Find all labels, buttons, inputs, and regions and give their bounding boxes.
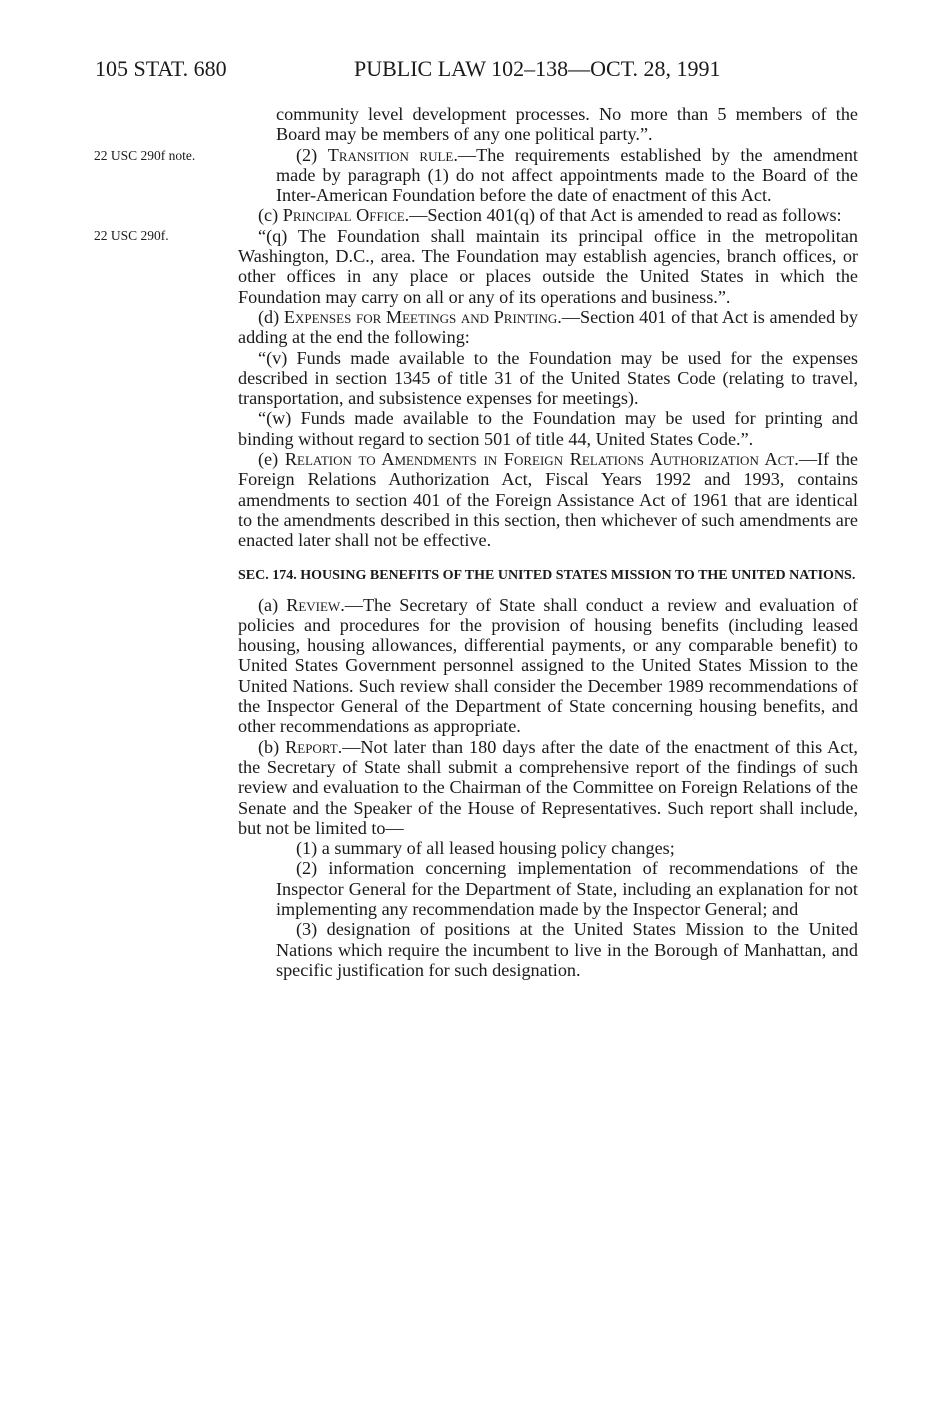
paragraph-transition-rule — [238, 145, 858, 206]
margin-note-usc: 22 USC 290f. — [94, 228, 169, 243]
page-title: PUBLIC LAW 102–138—OCT. 28, 1991 — [354, 56, 721, 81]
paragraph-relation — [238, 449, 858, 550]
list-item: (3) designation of positions at the United States Mission to the United Nations which require the incumbent to live in the Borough of Manhattan, and specific justification for such designation. — [276, 919, 858, 980]
paragraph-label: (c) — [258, 205, 283, 226]
page-reference: 105 STAT. 680 — [95, 56, 227, 81]
paragraph-text: “(v) Funds made available to the Foundation may be used for the expenses described in section 1345 of title 31 of the United States Code (relating to travel, transportation, and subsistence expenses for meetings). — [238, 347, 858, 409]
paragraph-label: (a) — [258, 594, 287, 615]
section-heading: SEC. 174. HOUSING BENEFITS OF THE UNITED STATES MISSION TO THE UNITED NATIONS. — [238, 567, 856, 583]
report-items-list — [238, 838, 858, 980]
paragraph-principal-office — [238, 205, 858, 225]
paragraph-text: —If the Foreign Relations Authorization Act, Fiscal Years 1992 and 1993, contains amendments to section 401 of the Foreign Assistance Act of 1961 that are identical to the amendments described in this section, then whichever of such amendments are enacted later shall not be effective. — [238, 449, 859, 551]
paragraph-heading: Expenses for Meetings and Printing. — [283, 306, 562, 327]
paragraph-quoted-w — [238, 408, 858, 449]
paragraph-quoted-q — [238, 226, 858, 307]
paragraph-text: “(w) Funds made available to the Foundation may be used for printing and binding without regard to section 501 of title 44, United States Code.”. — [238, 408, 858, 449]
paragraph-text: —Section 401(q) of that Act is amended to read as follows: — [409, 205, 842, 226]
paragraph-heading: Review. — [286, 594, 345, 615]
paragraph-heading: Relation to Amendments in Foreign Relations Authorization Act. — [284, 449, 799, 470]
paragraph-heading: Report. — [285, 736, 343, 757]
paragraph-label: (d) — [258, 306, 284, 327]
paragraph-text: —Section 401 of that Act is amended by adding at the end the following: — [238, 306, 858, 348]
margin-note-usc-note: 22 USC 290f note. — [94, 148, 196, 163]
paragraph-report — [238, 737, 858, 838]
paragraph-heading: Principal Office. — [282, 205, 410, 226]
paragraph-text: —The requirements established by the amendment made by paragraph (1) do not affect appointments made to the Board of the Inter-American Foundation before the date of enactment of this Act. — [276, 144, 858, 206]
paragraph-quoted-v — [238, 348, 858, 409]
paragraph-label: (e) — [258, 449, 285, 470]
paragraph-label: (2) — [296, 144, 328, 165]
paragraph-label: (b) — [258, 736, 286, 757]
paragraph-text: community level development processes. No more than 5 members of the Board may be members of any one political party.”. — [276, 104, 858, 145]
paragraph-text: —Not later than 180 days after the date of the enactment of this Act, the Secretary of State shall submit a comprehensive report of the findings of such review and evaluation to the Chairman of the Committee on Foreign Relations of the Senate and the Speaker of the House of Representatives. Such report shall include, but not be limited to— — [238, 736, 858, 838]
paragraph-expenses — [238, 307, 858, 348]
page-header — [95, 56, 855, 84]
list-item: (2) information concerning implementation of recommendations of the Inspector General for the Department of State, including an explanation for not implementing any recommendation made by the Inspector General; and — [276, 858, 858, 919]
document-body — [238, 104, 858, 980]
paragraph-text: “(q) The Foundation shall maintain its principal office in the metropolitan Washington, D.C., area. The Foundation may establish agencies, branch offices, or other offices in any place or places outside the United States in which the Foundation may carry on all or any of its operations and business.”. — [238, 225, 858, 307]
paragraph-review — [238, 595, 858, 737]
list-item: (1) a summary of all leased housing policy changes; — [296, 838, 675, 859]
paragraph-continuation — [238, 104, 858, 145]
paragraph-text: —The Secretary of State shall conduct a review and evaluation of policies and procedures for the provision of housing benefits (including leased housing, housing allowances, differential payments, or any comparable benefit) to United States Government personnel assigned to the United States Mission to the United Nations. Such review shall consider the December 1989 recommendations of the Inspector General of the Department of State concerning housing benefits, and other recommendations as appropriate. — [238, 594, 858, 737]
paragraph-heading: Transition rule. — [327, 144, 458, 165]
